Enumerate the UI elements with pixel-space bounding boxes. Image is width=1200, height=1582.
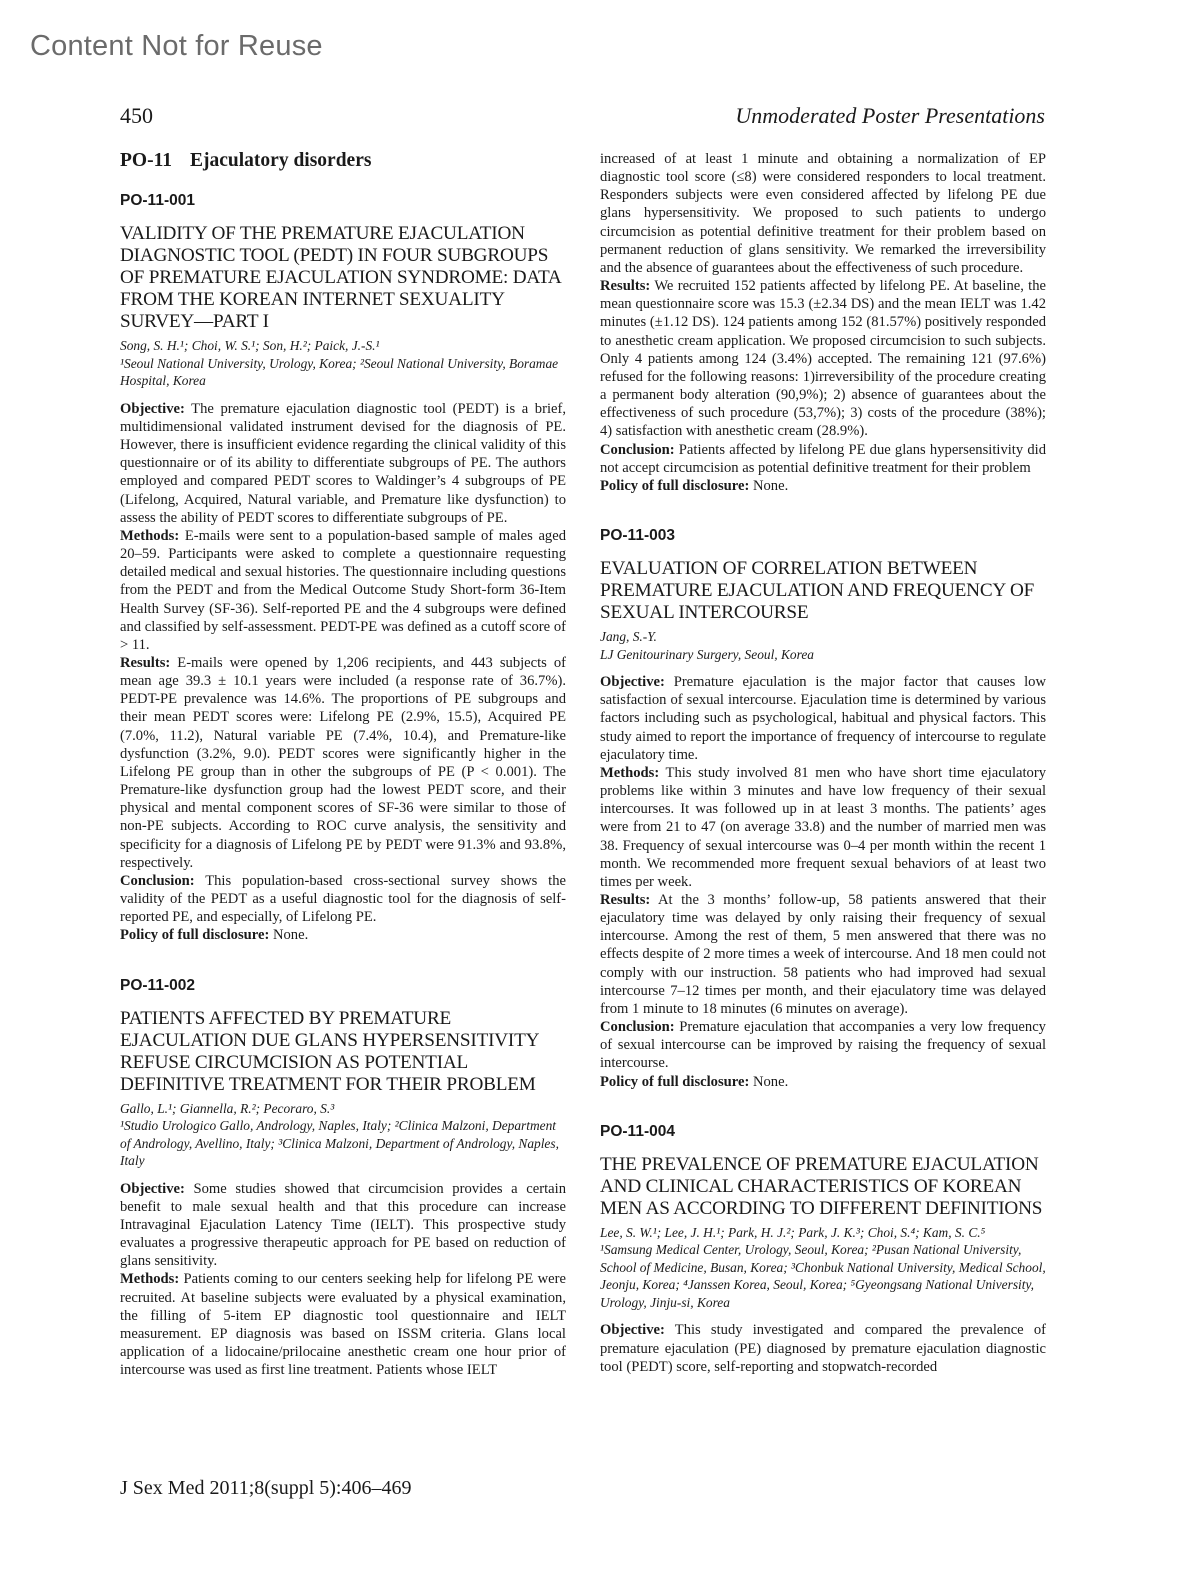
- abstract-id: PO-11-001: [120, 192, 195, 210]
- watermark: Content Not for Reuse: [30, 30, 323, 62]
- left-column: [120, 150, 566, 1411]
- abstract-results: [600, 277, 1046, 440]
- section-name: Ejaculatory disorders: [190, 150, 372, 171]
- right-column: [600, 150, 1046, 1408]
- paragraph-text: The premature ejaculation diagnostic tool (PEDT) is a brief, multidimensional validated instrument devised for the diagnosis of PE. However, there is insufficient evidence regarding the clinical validity of this questionnaire or of its ability to differentiate subgroups of PE. The authors employed and compared PEDT scores to Waldinger’s 4 subgroups of PE (Lifelong, Acquired, Natural variable, and Premature like dysfunction) to assess the ability of PEDT scores to differentiate subgroups of PE.: [120, 400, 566, 526]
- abstract-objective: [120, 400, 566, 527]
- abstract-disclosure: [600, 477, 1046, 495]
- paragraph-label: Results:: [600, 278, 651, 295]
- abstract-affiliations: ¹Samsung Medical Center, Urology, Seoul, Korea; ²Pusan National University, School of Medicine, Busan, Korea; ³Chonbuk National University, Medical School, Jeonju, Korea; ⁴Janssen Korea, Seoul, Korea; ⁵Gyeongsang National University, Urology, Jinju-si, Korea: [600, 1242, 1046, 1310]
- paragraph-text: Patients coming to our centers seeking help for lifelong PE were recruited. At baseline subjects were evaluated by a physical examination, the filling of 5-item EP diagnostic tool questionnaire and IELT measurement. EP diagnosis was based on ISSM criteria. Glans local application of a lidocaine/prilocaine anesthetic cream one hour prior of intercourse was used as first line treatment. Patients whose IELT: [120, 1271, 566, 1379]
- paragraph-label: Methods:: [120, 527, 180, 544]
- paragraph-label: Methods:: [600, 764, 660, 781]
- paragraph-label: Objective:: [120, 400, 185, 417]
- paragraph-label: Conclusion:: [600, 441, 675, 458]
- abstract-results: [600, 891, 1046, 1018]
- abstract-affiliations: LJ Genitourinary Surgery, Seoul, Korea: [600, 646, 814, 662]
- abstract-methods: [600, 764, 1046, 891]
- paragraph-text: None.: [272, 927, 309, 944]
- section-number: PO-11: [120, 150, 172, 171]
- abstract-po-11-002-continued: [600, 150, 1046, 495]
- paragraph-text: None.: [752, 477, 789, 494]
- paragraph-label: Policy of full disclosure:: [600, 1073, 750, 1090]
- abstract-conclusion: [600, 1018, 1046, 1072]
- paragraph-label: Conclusion:: [120, 872, 195, 889]
- paragraph-label: Conclusion:: [600, 1019, 675, 1036]
- paragraph-text: Patients affected by lifelong PE due glans hypersensitivity did not accept circumcision as potential definitive treatment for their problem: [600, 441, 1046, 476]
- abstract-po-11-002: [120, 977, 566, 1380]
- section-title: [120, 152, 566, 170]
- abstract-methods: [120, 527, 566, 654]
- paragraph-text: This study involved 81 men who have short time ejaculatory problems like within 3 minutes and have low frequency of their sexual intercourses. It was followed up in at least 3 months. The patients’ ages were from 21 to 47 (on average 33.8) and the number of married men was 38. Frequency of sexual intercourse was 0–4 per month within the recent 1 month. We recommended more frequent sexual behaviors of at least two times per week.: [600, 764, 1047, 890]
- paragraph-text: E-mails were opened by 1,206 recipients, and 443 subjects of mean age 39.3 ± 10.1 years were included (a response rate of 36.7%). PEDT-PE prevalence was 14.6%. The proportions of PE subgroups and their mean PEDT scores were: Lifelong PE (2.9%, 15.5), Acquired PE (7.0%, 11.2), Natural variable PE (7.4%, 10.4), and Premature-like dysfunction (3.2%, 9.0). PEDT scores were significantly higher in the Lifelong PE group than in other the subgroups of PE (P < 0.001). The Premature-like dysfunction group had the lowest PEDT score, and their physical and mental component scores of SF-36 were similar to those of non-PE subjects. According to ROC curve analysis, the sensitivity and specificity for a diagnosis of Lifelong PE by PEDT were 91.3% and 93.8%, respectively.: [120, 655, 566, 871]
- paragraph-label: Policy of full disclosure:: [120, 927, 270, 944]
- running-header: Unmoderated Poster Presentations: [735, 103, 1045, 128]
- paragraph-label: Policy of full disclosure:: [600, 477, 750, 494]
- paragraph-text: This study investigated and compared the prevalence of premature ejaculation (PE) diagnosed by premature ejaculation diagnostic tool (PEDT) score, self-reporting and stopwatch-recorded: [600, 1322, 1046, 1375]
- abstract-affiliations: ¹Studio Urologico Gallo, Andrology, Naples, Italy; ²Clinica Malzoni, Department of Andrology, Avellino, Italy; ³Clinica Malzoni, Department of Andrology, Naples, Italy: [120, 1118, 559, 1169]
- abstract-id: PO-11-004: [600, 1122, 675, 1140]
- paragraph-text: Premature ejaculation that accompanies a very low frequency of sexual intercourse can be improved by raising the frequency of sexual intercourse.: [600, 1019, 1046, 1072]
- abstract-conclusion: [120, 872, 566, 926]
- abstract-po-11-004: [600, 1123, 1046, 1376]
- journal-citation-footer: J Sex Med 2011;8(suppl 5):406–469: [120, 1477, 412, 1499]
- abstract-methods-continued: [600, 150, 1046, 277]
- abstract-authors: Jang, S.-Y.: [600, 629, 657, 645]
- abstract-id: PO-11-003: [600, 526, 675, 544]
- paragraph-text: Premature ejaculation is the major factor that causes low satisfaction of sexual intercourse. Ejaculation time is determined by various factors including such as psychological, habitual and physical factors. This study aimed to report the importance of frequency of intercourse to regulate ejaculatory time.: [600, 674, 1046, 763]
- paragraph-text: Some studies showed that circumcision provides a certain benefit to male sexual health and that this procedure can increase Intravaginal Ejaculation Latency Time (IELT). This prospective study evaluates a progressive therapeutic approach for PE based on reduction of glans sensitivity.: [120, 1180, 566, 1270]
- paragraph-text: We recruited 152 patients affected by lifelong PE. At baseline, the mean questionnaire score was 15.3 (±2.34 DS) and the mean IELT was 1.42 minutes (±1.12 DS). 124 patients among 152 (81.57%) positively responded to anesthetic cream application. We proposed circumcision to such subjects. Only 4 patients among 124 (3.4%) accepted. The remaining 121 (97.6%) refused for the following reasons: 1)irreversibility of the procedure creating a permanent body alteration (90,9%); 2) absence of guarantees about the effectiveness of such procedure (53,7%); 3) costs of the procedure (38%); 4) satisfaction with anesthetic cream (28.9%).: [600, 278, 1046, 440]
- abstract-methods: [120, 1270, 566, 1379]
- abstract-id: PO-11-002: [120, 976, 195, 994]
- page-number: 450: [120, 103, 153, 128]
- abstract-authors: Lee, S. W.¹; Lee, J. H.¹; Park, H. J.²; Park, J. K.³; Choi, S.⁴; Kam, S. C.⁵: [600, 1224, 986, 1240]
- abstract-po-11-003: [600, 527, 1046, 1091]
- abstract-authors: Gallo, L.¹; Giannella, R.²; Pecoraro, S.³: [120, 1100, 335, 1116]
- abstract-disclosure: [600, 1073, 1046, 1091]
- abstract-title: VALIDITY OF THE PREMATURE EJACULATION DIAGNOSTIC TOOL (PEDT) IN FOUR SUBGROUPS OF PREMATURE EJACULATION SYNDROME: DATA FROM THE KOREAN INTERNET SEXUALITY SURVEY—PART I: [120, 223, 561, 333]
- paragraph-label: Results:: [600, 892, 651, 908]
- abstract-title: PATIENTS AFFECTED BY PREMATURE EJACULATION DUE GLANS HYPERSENSITIVITY REFUSE CIRCUMCISION AS POTENTIAL DEFINITIVE TREATMENT FOR THEIR PROBLEM: [120, 1007, 539, 1095]
- paragraph-label: Objective:: [600, 1322, 665, 1339]
- paragraph-label: Objective:: [600, 674, 665, 691]
- paragraph-label: Results:: [120, 655, 171, 671]
- abstract-conclusion: [600, 441, 1046, 477]
- abstract-objective: [600, 1321, 1046, 1375]
- paragraph-label: Methods:: [120, 1271, 180, 1288]
- abstract-title: EVALUATION OF CORRELATION BETWEEN PREMATURE EJACULATION AND FREQUENCY OF SEXUAL INTERCOURSE: [600, 558, 1035, 624]
- abstract-title: THE PREVALENCE OF PREMATURE EJACULATION AND CLINICAL CHARACTERISTICS OF KOREAN MEN AS ACCORDING TO DIFFERENT DEFINITIONS: [600, 1153, 1043, 1219]
- paragraph-text: At the 3 months’ follow-up, 58 patients answered that their ejaculatory time was delayed by only raising their frequency of sexual intercourse. Among the rest of them, 5 men answered that there was no effects despite of 2 more times a week of intercourse. And 18 men could not comply with our instruction. 58 patients who had improved had sexual intercourse 7–12 times per month, and their ejaculatory time was delayed from 1 minute to 18 minutes (6 minutes on average).: [600, 892, 1047, 1017]
- paragraph-text: E-mails were sent to a population-based sample of males aged 20–59. Participants were asked to complete a questionnaire requesting detailed medical and sexual histories. The questionnaire including questions from the PEDT and from the Medical Outcome Study Short-form 36-Item Health Survey (SF-36). Self-reported PE and the 4 subgroups were defined and classified by self-assessment. PEDT-PE was defined as a cutoff score of > 11.: [120, 527, 567, 653]
- abstract-affiliations: ¹Seoul National University, Urology, Korea; ²Seoul National University, Boramae Hospital, Korea: [120, 355, 559, 389]
- abstract-results: [120, 654, 566, 872]
- abstract-disclosure: [120, 926, 566, 944]
- paragraph-text: None.: [752, 1073, 789, 1090]
- abstract-objective: [600, 673, 1046, 764]
- abstract-authors: Song, S. H.¹; Choi, W. S.¹; Son, H.²; Paick, J.-S.¹: [120, 338, 380, 354]
- abstract-objective: [120, 1180, 566, 1271]
- paragraph-text: increased of at least 1 minute and obtaining a normalization of EP diagnostic tool score (≤8) were considered responders to local treatment. Responders subjects were even considered affected by lifelong PE due glans hypersensitivity. We proposed to such patients to undergo circumcision as potential definitive treatment for their problem based on permanent reduction of glans sensitivity. We remarked the irreversibility and the absence of guarantees about the effectiveness of such procedure.: [600, 151, 1046, 276]
- paragraph-label: Objective:: [120, 1180, 185, 1197]
- abstract-po-11-001: [120, 192, 566, 944]
- paragraph-text: This population-based cross-sectional survey shows the validity of the PEDT as a useful diagnostic tool for the diagnosis of self-reported PE, and especially, of Lifelong PE.: [120, 872, 566, 926]
